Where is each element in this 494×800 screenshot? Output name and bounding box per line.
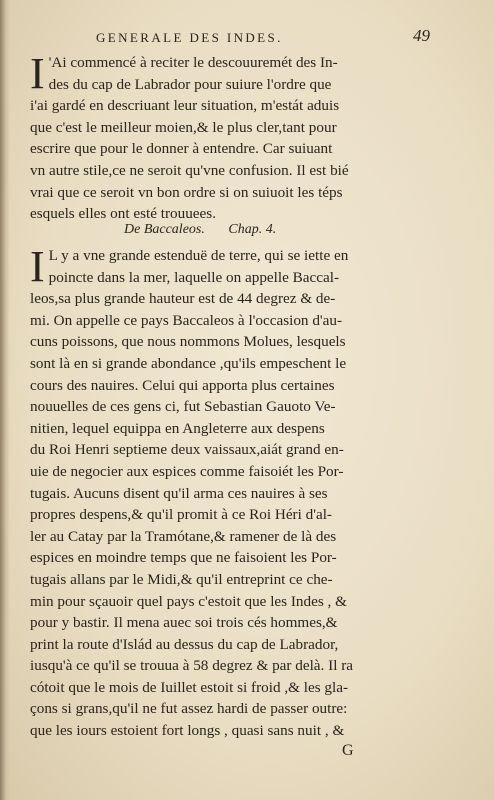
chapter-heading: [124, 222, 276, 238]
text-line: du Roi Henri septieme deux vaissaux,aiát grand en-: [30, 441, 344, 459]
text-line: i'ai gardé en descriuant leur situation, m'estát aduis: [30, 97, 340, 115]
text-line: uie de negocier aux espices comme faisoiét les Por-: [30, 462, 344, 480]
drop-capital-1: I: [30, 49, 45, 98]
page-gutter: [0, 0, 10, 800]
text-line: tugais allans par le Midi,& qu'il entreprint ce che-: [30, 570, 333, 588]
text-line: çons si grans,qu'il ne fut assez hardi de passer outre:: [30, 700, 348, 718]
text-line: que c'est le meilleur moien,& le plus cler,tant pour: [30, 118, 337, 136]
text-line: mi. On appelle ce pays Baccaleos à l'occasion d'au-: [30, 311, 343, 329]
drop-capital-2: I: [30, 242, 45, 291]
text-line: vrai que ce seroit vn bon ordre si on suiuoit les téps: [30, 183, 343, 201]
text-line: poincte dans la mer, laquelle on appelle Baccal-: [48, 268, 340, 286]
paragraph-1: [30, 49, 450, 225]
chapter-title: De Baccaleos.: [124, 222, 205, 237]
text-line: min pour sçauoir quel pays c'estoit que les Indes , &: [30, 592, 347, 610]
text-line: cótoit que le mois de Iuillet estoit si froid ,& les gla-: [30, 678, 349, 696]
text-line: vn autre stile,ce ne seroit qu'vne confusion. Il est bié: [30, 161, 349, 179]
text-line: propres despens,& qu'il promit à ce Roi Héri d'al-: [30, 506, 332, 524]
text-line: nitien, lequel equippa en Angleterre aux despens: [30, 419, 325, 437]
text-line: que les iours estoient fort longs , quasi sans nuit , &: [30, 722, 345, 740]
chapter-number: Chap. 4.: [228, 222, 277, 237]
text-line: leos,sa plus grande hauteur est de 44 degrez & de-: [30, 290, 336, 308]
text-line: espices en moindre temps que ne faisoient les Por-: [30, 549, 337, 567]
text-line: escrire que pour le donner à entendre. Car suiuant: [30, 140, 333, 158]
paragraph-2: [30, 242, 450, 742]
running-title: GENERALE DES INDES.: [96, 30, 283, 45]
page-number: 49: [413, 26, 430, 45]
signature-mark: G: [342, 742, 354, 759]
text-line: cuns poissons, que nous nommons Molues, lesquels: [30, 333, 346, 351]
text-line: iusqu'à ce qu'il se trouua à 58 degrez & par delà. Il ra: [30, 657, 354, 675]
text-line: L y a vne grande estenduë de terre, qui se iette en: [48, 247, 349, 264]
text-line: cours des nauires. Celui qui apporta plus certaines: [30, 376, 335, 394]
text-line: esquels elles ont esté trouuees.: [30, 205, 216, 223]
text-line: 'Ai commencé à reciter le descouuremét des In-: [48, 54, 338, 71]
text-line: nouuelles de ces gens ci, fut Sebastian Gauoto Ve-: [30, 398, 336, 416]
text-line: print la route d'Islád au dessus du cap de Labrador,: [30, 635, 339, 653]
text-line: sont là en si grande abondance ,qu'ils empeschent le: [30, 354, 347, 372]
text-line: ler au Catay par la Tramótane,& ramener de là des: [30, 527, 337, 545]
text-line: tugais. Aucuns disent qu'il arma ces nauires à ses: [30, 484, 328, 502]
text-line: pour y bastir. Il mena auec soi trois cés hommes,&: [30, 614, 338, 632]
text-line: des du cap de Labrador pour suiure l'ordre que: [48, 75, 332, 93]
